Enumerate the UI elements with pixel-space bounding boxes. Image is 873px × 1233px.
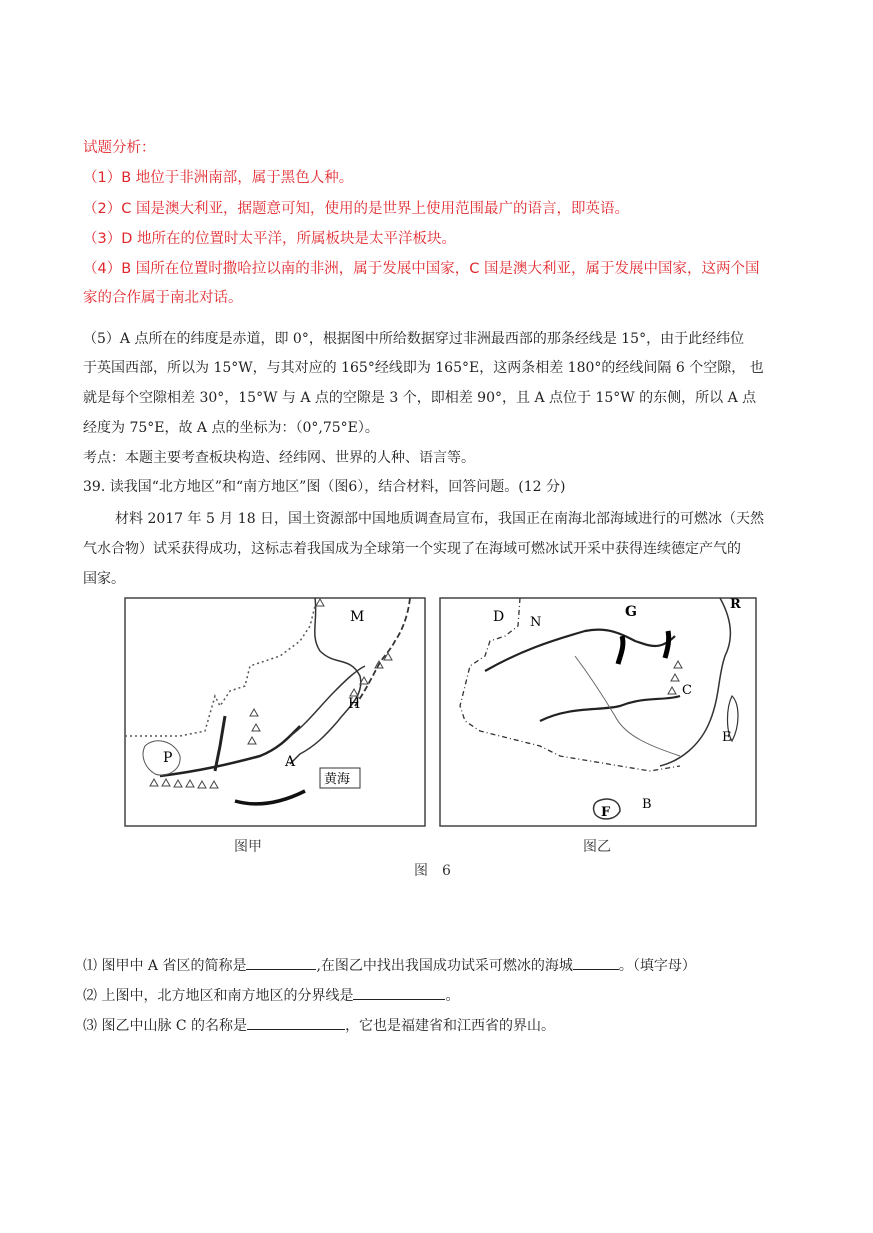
sub-question-2-after: 。: [445, 988, 460, 1004]
sub-question-1-before: ⑴ 图甲中 A 省区的简称是: [83, 958, 247, 974]
sub-question-1-middle: ,在图乙中找出我国成功试采可燃冰的海城: [316, 958, 573, 974]
figure-caption: 图 6: [414, 863, 451, 879]
label-B: B: [642, 797, 652, 812]
label-R: R: [730, 597, 741, 612]
sub-question-3-after: ，它也是福建省和江西省的界山。: [345, 1018, 556, 1034]
figure-maps: [120, 596, 760, 836]
label-H: H: [348, 696, 361, 712]
explanation-line-4: 经度为 75°E，故 A 点的坐标为：（0°,75°E）。: [83, 420, 379, 436]
label-C: C: [682, 683, 692, 698]
analysis-item-4: （4）B 国所在位置时撒哈拉以南的非洲，属于发展中国家，C 国是澳大利亚，属于发展中国家，这两个国: [83, 261, 760, 277]
answer-blank-1b[interactable]: [573, 955, 619, 970]
analysis-item-2: （2）C 国是澳大利亚，据题意可知，使用的是世界上使用范围最广的语言，即英语。: [83, 201, 629, 217]
map-yi: [440, 597, 756, 826]
question-title: 39. 读我国“北方地区”和“南方地区”图（图6），结合材料，回答问题。(12 分): [83, 479, 566, 495]
label-A: A: [285, 754, 296, 770]
sub-question-3: [83, 1015, 555, 1035]
label-D: D: [493, 609, 505, 625]
label-F: F: [601, 805, 611, 820]
label-G: G: [625, 604, 637, 620]
explanation-line-1: （5）A 点所在的纬度是赤道，即 0°，根据图中所给数据穿过非洲最西部的那条经线是 15°，由于此经纬位: [83, 331, 745, 347]
analysis-item-5: 家的合作属于南北对话。: [83, 290, 243, 306]
caption-yi: 图乙: [583, 839, 611, 855]
sub-question-3-before: ⑶ 图乙中山脉 C 的名称是: [83, 1018, 248, 1034]
answer-blank-1a[interactable]: [246, 955, 316, 970]
material-line-2: 气水合物）试采获得成功，这标志着我国成为全球第一个实现了在海域可燃冰试开采中获得连续德定产气的: [83, 541, 741, 557]
explanation-line-2: 于英国西部，所以为 15°W，与其对应的 165°经线即为 165°E，这两条相差 180°的经线间隔 6 个空隙， 也: [83, 360, 764, 376]
label-P: P: [163, 750, 173, 766]
label-N: N: [530, 615, 542, 630]
analysis-heading: 试题分析：: [83, 140, 156, 156]
map-jia: [125, 598, 425, 826]
explanation-line-3: 就是每个空隙相差 30°，15°W 与 A 点的空隙是 3 个，即相差 90°，且 A 点位于 15°W 的东侧，所以 A 点: [83, 390, 757, 406]
sub-question-1-after: 。（填字母）: [618, 958, 696, 974]
answer-blank-2[interactable]: [353, 985, 445, 1000]
material-line-1: 材料 2017 年 5 月 18 日，国土资源部中国地质调查局宣布，我国正在南海北部海域进行的可燃冰（天然: [115, 511, 765, 527]
answer-blank-3[interactable]: [247, 1015, 345, 1030]
kaodian: 考点：本题主要考查板块构造、经纬网、世界的人种、语言等。: [83, 450, 475, 466]
material-line-3: 国家。: [83, 571, 125, 587]
figure-6: [120, 596, 760, 836]
label-E: E: [722, 730, 732, 745]
sub-question-1: [83, 955, 696, 975]
label-M: M: [350, 609, 365, 625]
label-yellow-sea: 黄海: [324, 772, 351, 787]
sub-question-2: [83, 985, 459, 1005]
sub-question-2-before: ⑵ 上图中，北方地区和南方地区的分界线是: [83, 988, 354, 1004]
analysis-item-1: （1）B 地位于非洲南部，属于黑色人种。: [83, 170, 354, 186]
caption-jia: 图甲: [234, 839, 262, 855]
analysis-item-3: （3）D 地所在的位置时太平洋，所属板块是太平洋板块。: [83, 231, 456, 247]
